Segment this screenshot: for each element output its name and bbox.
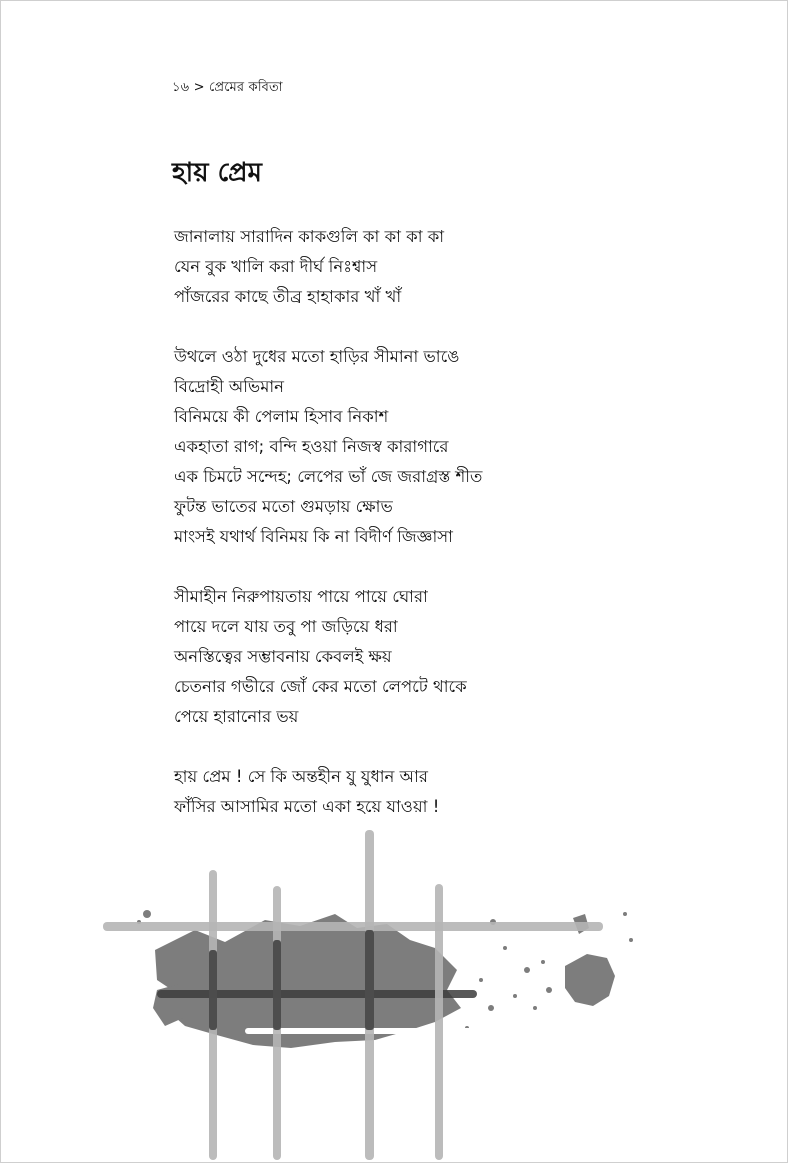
bar-vertical-4 — [435, 884, 443, 1160]
bar-horizontal-top — [103, 922, 603, 931]
splatter-right — [565, 954, 615, 1006]
prison-bars-illustration — [95, 830, 655, 1160]
poem-line: বিদ্রোহী অভিমান — [174, 377, 285, 396]
running-header: ১৬ > প্রেমের কবিতা — [172, 80, 283, 95]
poem-line: যেন বুক খালি করা দীর্ঘ নিঃশ্বাস — [174, 257, 378, 276]
poem-line: অনস্তিত্বের সম্ভাবনায় কেবলই ক্ষয় — [174, 647, 392, 666]
poem-line: উথলে ওঠা দুধের মতো হাড়ির সীমানা ভাঙে — [174, 347, 460, 366]
poem-line: ফুটন্ত ভাতের মতো গুমড়ায় ক্ষোভ — [174, 497, 393, 516]
stanza-2 — [174, 342, 694, 552]
poem-line: চেতনার গভীরে জোঁ কের মতো লেপটে থাকে — [174, 677, 467, 696]
bar-shadow-2 — [273, 940, 281, 1030]
poem-line: এক চিমটে সন্দেহ; লেপের ভাঁ জে জরাগ্রস্ত শীত — [174, 467, 483, 486]
poem-line: জানালায় সারাদিন কাকগুলি কা কা কা কা — [174, 227, 445, 246]
stanza-3 — [174, 582, 694, 732]
stanza-4 — [174, 762, 694, 822]
poem-line: ফাঁসির আসামির মতো একা হয়ে যাওয়া ! — [174, 797, 440, 816]
bar-horizontal-middle — [157, 990, 477, 998]
bar-shadow-1 — [209, 950, 217, 1030]
poem-line: মাংসই যথার্থ বিনিময় কি না বিদীর্ণ জিজ্ঞাসা — [174, 527, 453, 546]
poem-line: হায় প্রেম ! সে কি অন্তহীন যু যুধান আর — [174, 767, 428, 786]
poem-line: পেয়ে হারানোর ভয় — [174, 707, 299, 726]
poem-title: হায় প্রেম — [172, 158, 262, 188]
poem-line: পায়ে দলে যায় তবু পা জড়িয়ে ধরা — [174, 617, 398, 636]
stanza-1 — [174, 222, 694, 312]
poem-line: বিনিময়ে কী পেলাম হিসাব নিকাশ — [174, 407, 389, 426]
bar-shadow-3 — [365, 930, 374, 1030]
poem-line: পাঁজরের কাছে তীব্র হাহাকার খাঁ খাঁ — [174, 287, 402, 306]
poem-line: একহাতা রাগ; বন্দি হওয়া নিজস্ব কারাগারে — [174, 437, 449, 456]
grunge-splash — [155, 914, 461, 1048]
poem-body — [174, 222, 694, 852]
poem-line: সীমাহীন নিরুপায়তায় পায়ে পায়ে ঘোরা — [174, 587, 428, 606]
